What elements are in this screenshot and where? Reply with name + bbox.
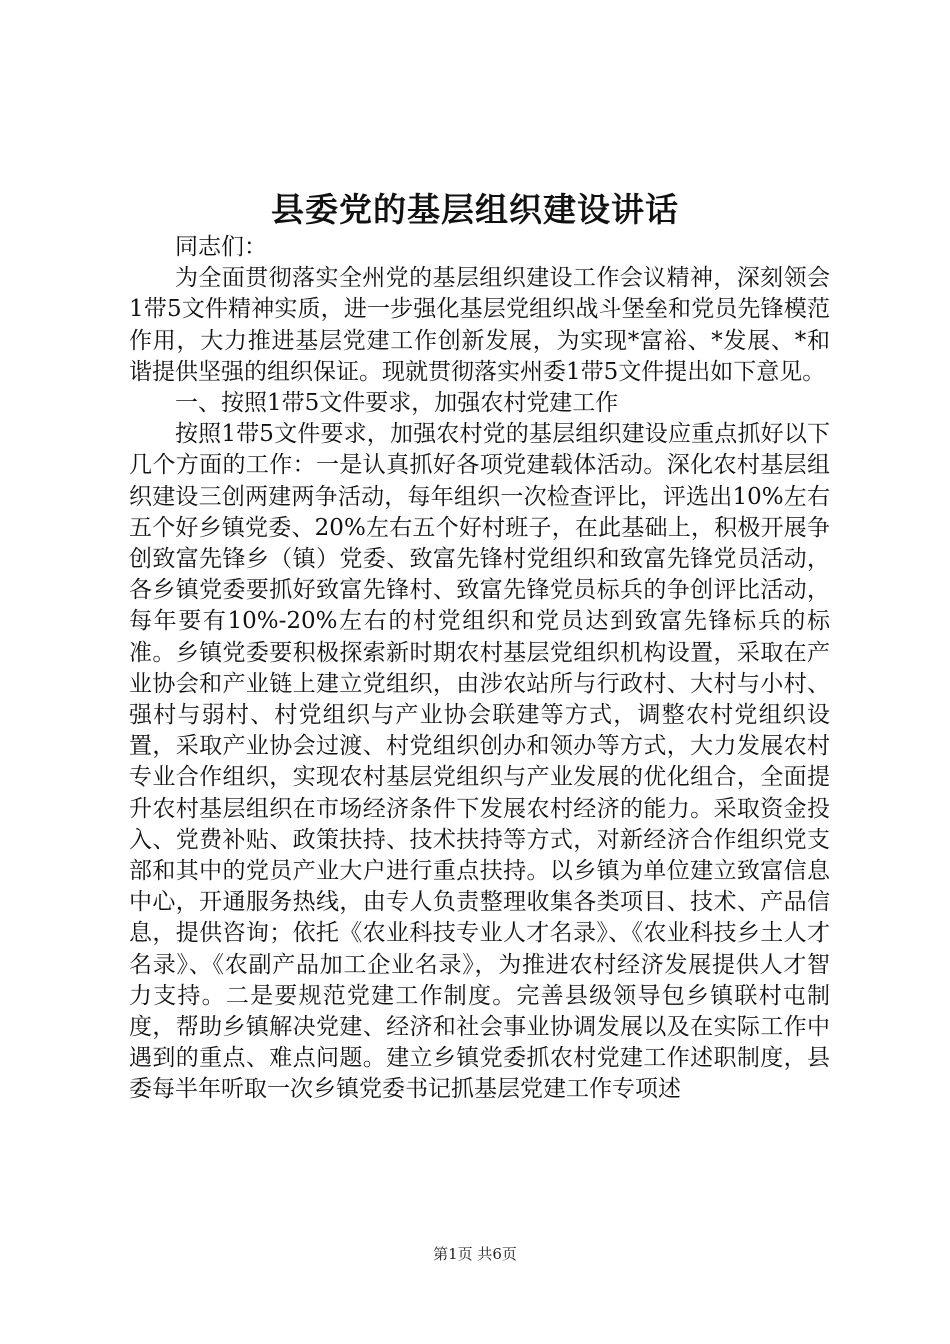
salutation: 同志们： — [175, 234, 267, 260]
section-heading: 一、按照1带5文件要求，加强农村党建工作 — [175, 390, 619, 417]
document-title: 县委党的基层组织建设讲话 — [271, 190, 679, 229]
page-number-footer: 第1页 共6页 — [433, 1245, 517, 1263]
paragraph-section-one: 按照1带5文件要求，加强农村党的基层组织建设应重点抓好以下几个方面的工作：一是认真抓好各项党建载体活动。深化农村基层组织建设三创两建两争活动，每年组织一次检查评比，评选出10%左右五个好乡镇党委、20%左右五个好村班子，在此基础上，积极开展争创致富先锋乡（镇）党委、致富先锋村党组织和致富先锋党员活动，各乡镇党委要抓好致富先锋村、致富先锋党员标兵的争创评比活动，每年要有10%-20%左右的村党组织和党员达到致富先锋标兵的标准。乡镇党委要积极探索新时期农村基层党组织机构设置，采取在产业协会和产业链上建立党组织，由涉农站所与行政村、大村与小村、强村与弱村、村党组织与产业协会联建等方式，调整农村党组织设置，采取产业协会过渡、村党组织创办和领办等方式，大力发展农村专业合作组织，实现农村基层党组织与产业发展的优化组合，全面提升农村基层组织在市场经济条件下发展农村经济的能力。采取资金投入、党费补贴、政策扶持、技术扶持等方式，对新经济合作组织党支部和其中的党员产业大户进行重点扶持。以乡镇为单位建立致富信息中心，开通服务热线，由专人负责整理收集各类项目、技术、产品信息，提供咨询；依托《农业科技专业人才名录》、《农业科技乡土人才名录》、《农副产品加工企业名录》，为推进农村经济发展提供人才智力支持。二是要规范党建工作制度。完善县级领导包乡镇联村屯制度，帮助乡镇解决党建、经济和社会事业协调发展以及在实际工作中遇到的重点、难点问题。建立乡镇党委抓农村党建工作述职制度，县委每半年听取一次乡镇党委书记抓基层党建工作专项述 — [129, 421, 830, 1103]
paragraph-intro: 为全面贯彻落实全州党的基层组织建设工作会议精神，深刻领会1带5文件精神实质，进一步强化基层党组织战斗堡垒和党员先锋模范作用，大力推进基层党建工作创新发展，为实现*富裕、*发展、*和谐提供坚强的组织保证。现就贯彻落实州委1带5文件提出如下意见。 — [129, 265, 830, 385]
document-body — [129, 232, 830, 1106]
